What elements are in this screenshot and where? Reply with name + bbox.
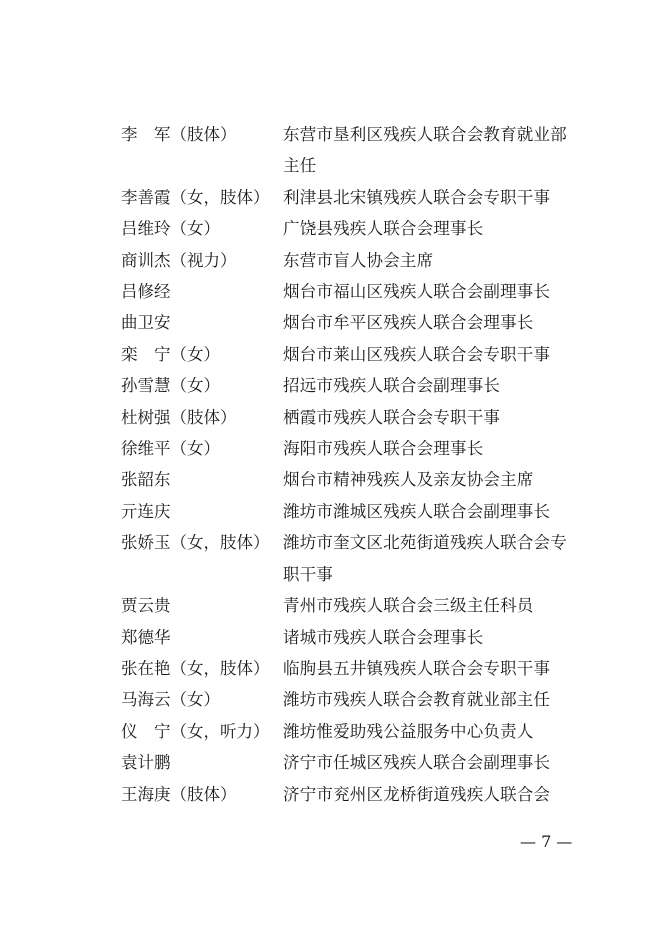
member-name: 栾 宁（女） [121,344,220,364]
member-position: 利津县北宋镇残疾人联合会专职干事 [283,187,551,207]
member-position: 潍坊市奎文区北苑街道残疾人联合会专职干事 [283,533,567,584]
member-position: 潍坊惟爱助残公益服务中心负责人 [283,721,534,741]
member-name: 商训杰（视力） [121,250,237,270]
list-item [121,276,581,307]
member-position: 东营市垦利区残疾人联合会教育就业部主任 [283,125,567,176]
list-item [121,747,581,778]
member-name: 李善霞（女，肢体） [121,187,270,207]
member-position: 诸城市残疾人联合会理事长 [283,627,484,647]
list-item [121,527,581,590]
member-position: 栖霞市残疾人联合会专职干事 [283,407,501,427]
member-name: 吕修经 [121,282,171,302]
page-number: — 7 — [520,832,573,851]
member-name: 仪 宁（女，听力） [121,721,270,741]
member-name: 郑德华 [121,627,171,647]
member-name: 亓连庆 [121,501,171,521]
list-item [121,653,581,684]
member-name: 张在艳（女，肢体） [121,658,270,678]
member-name: 王海庚（肢体） [121,784,237,804]
member-name: 吕维玲（女） [121,219,220,239]
list-item [121,464,581,495]
member-position: 烟台市莱山区残疾人联合会专职干事 [283,344,551,364]
member-position: 烟台市福山区残疾人联合会副理事长 [283,282,551,302]
list-item [121,779,581,810]
list-item [121,370,581,401]
member-position: 临朐县五井镇残疾人联合会专职干事 [283,658,551,678]
member-name: 贾云贵 [121,596,171,616]
list-item [121,402,581,433]
list-item [121,119,581,182]
list-item [121,307,581,338]
member-position: 东营市盲人协会主席 [283,250,434,270]
member-position: 潍坊市残疾人联合会教育就业部主任 [283,690,551,710]
member-position: 招远市残疾人联合会副理事长 [283,376,501,396]
list-item [121,339,581,370]
member-name: 杜树强（肢体） [121,407,237,427]
member-name: 袁计鹏 [121,753,171,773]
member-position: 广饶县残疾人联合会理事长 [283,219,484,239]
list-item [121,590,581,621]
member-name: 李 军（肢体） [121,125,237,144]
list-item [121,182,581,213]
member-name: 张韶东 [121,470,171,490]
list-item [121,433,581,464]
member-position: 海阳市残疾人联合会理事长 [283,439,484,459]
member-name: 徐维平（女） [121,439,220,459]
member-list [121,119,581,810]
member-name: 孙雪慧（女） [121,376,220,396]
member-name: 马海云（女） [121,690,220,710]
list-item [121,213,581,244]
member-name: 曲卫安 [121,313,171,333]
member-position: 潍坊市潍城区残疾人联合会副理事长 [283,501,551,521]
member-position: 烟台市精神残疾人及亲友协会主席 [283,470,534,490]
list-item [121,496,581,527]
list-item [121,684,581,715]
member-position: 济宁市任城区残疾人联合会副理事长 [283,753,551,773]
member-position: 济宁市兖州区龙桥街道残疾人联合会 [283,784,551,804]
list-item [121,716,581,747]
list-item [121,245,581,276]
member-position: 青州市残疾人联合会三级主任科员 [283,596,534,616]
member-name: 张娇玉（女，肢体） [121,533,270,553]
list-item [121,622,581,653]
member-position: 烟台市牟平区残疾人联合会理事长 [283,313,534,333]
